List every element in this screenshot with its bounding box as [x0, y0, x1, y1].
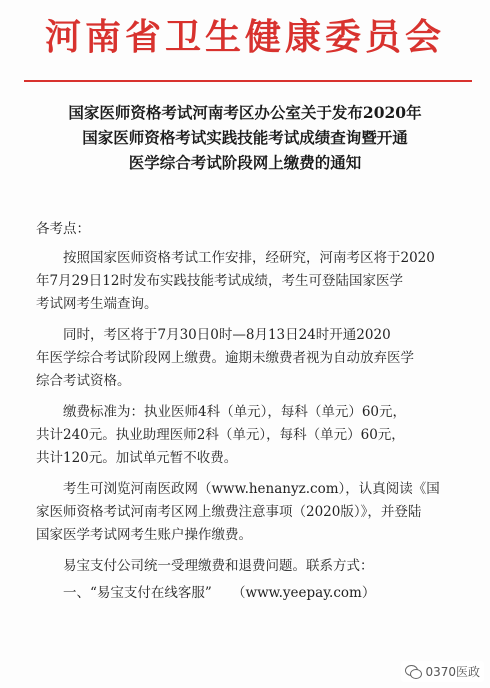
paragraph-line: 按照国家医师资格考试工作安排，经研究，河南考区将于2020	[63, 250, 435, 266]
title-line: 国家医师资格考试河南考区办公室关于发布2020年	[68, 103, 422, 122]
masthead-title: 河南省卫生健康委员会	[44, 16, 445, 58]
masthead-red-rule	[24, 80, 472, 82]
paragraph-contact	[36, 555, 462, 578]
salutation: 各考点：	[36, 221, 90, 237]
paragraph-line: 一、“易宝支付在线客服” （www.yeepay.com）	[63, 585, 376, 601]
paragraph-line: 共计120元。加试单元暂不收费。	[36, 450, 238, 466]
paragraph-line: 同时，考区将于7月30日0时—8月13日24时开通2020	[63, 327, 391, 343]
wechat-watermark	[401, 661, 484, 682]
title-line: 国家医师资格考试实践技能考试成绩查询暨开通	[82, 128, 408, 147]
watermark-text: 0370医政	[425, 665, 480, 679]
paragraph-line: 考试网考生端查询。	[36, 296, 158, 312]
paragraph-website-instructions	[36, 478, 462, 547]
paragraph-line: 年医学综合考试阶段网上缴费。逾期未缴费者视为自动放弃医学	[36, 350, 414, 366]
paragraph-line: 年7月29日12时发布实践技能考试成绩，考生可登陆国家医学	[36, 273, 403, 289]
paragraph-fee-standard	[36, 401, 462, 470]
paragraph-line: 家医师资格考试河南考区网上缴费注意事项（2020版）》，并登陆	[36, 504, 422, 520]
notice-title	[30, 100, 460, 175]
notice-body	[36, 218, 462, 609]
title-line: 医学综合考试阶段网上缴费的通知	[128, 153, 362, 172]
paragraph-line: 易宝支付公司统一受理缴费和退费问题。联系方式：	[63, 558, 374, 574]
paragraph-score-release	[36, 247, 462, 316]
paragraph-line: 考生可浏览河南医政网（www.henanyz.com），认真阅读《国	[63, 481, 440, 497]
paragraph-line: 缴费标准为：执业医师4科（单元），每科（单元）60元，	[63, 404, 407, 420]
paragraph-line: 国家医学考试网考生账户操作缴费。	[36, 527, 252, 543]
paragraph-line: 综合考试资格。	[36, 373, 131, 389]
paragraph-line: 共计240元。执业助理医师2科（单元），每科（单元）60元，	[36, 427, 405, 443]
paragraph-contact-item	[36, 582, 462, 605]
paragraph-payment-window	[36, 324, 462, 393]
wechat-icon	[405, 665, 421, 679]
